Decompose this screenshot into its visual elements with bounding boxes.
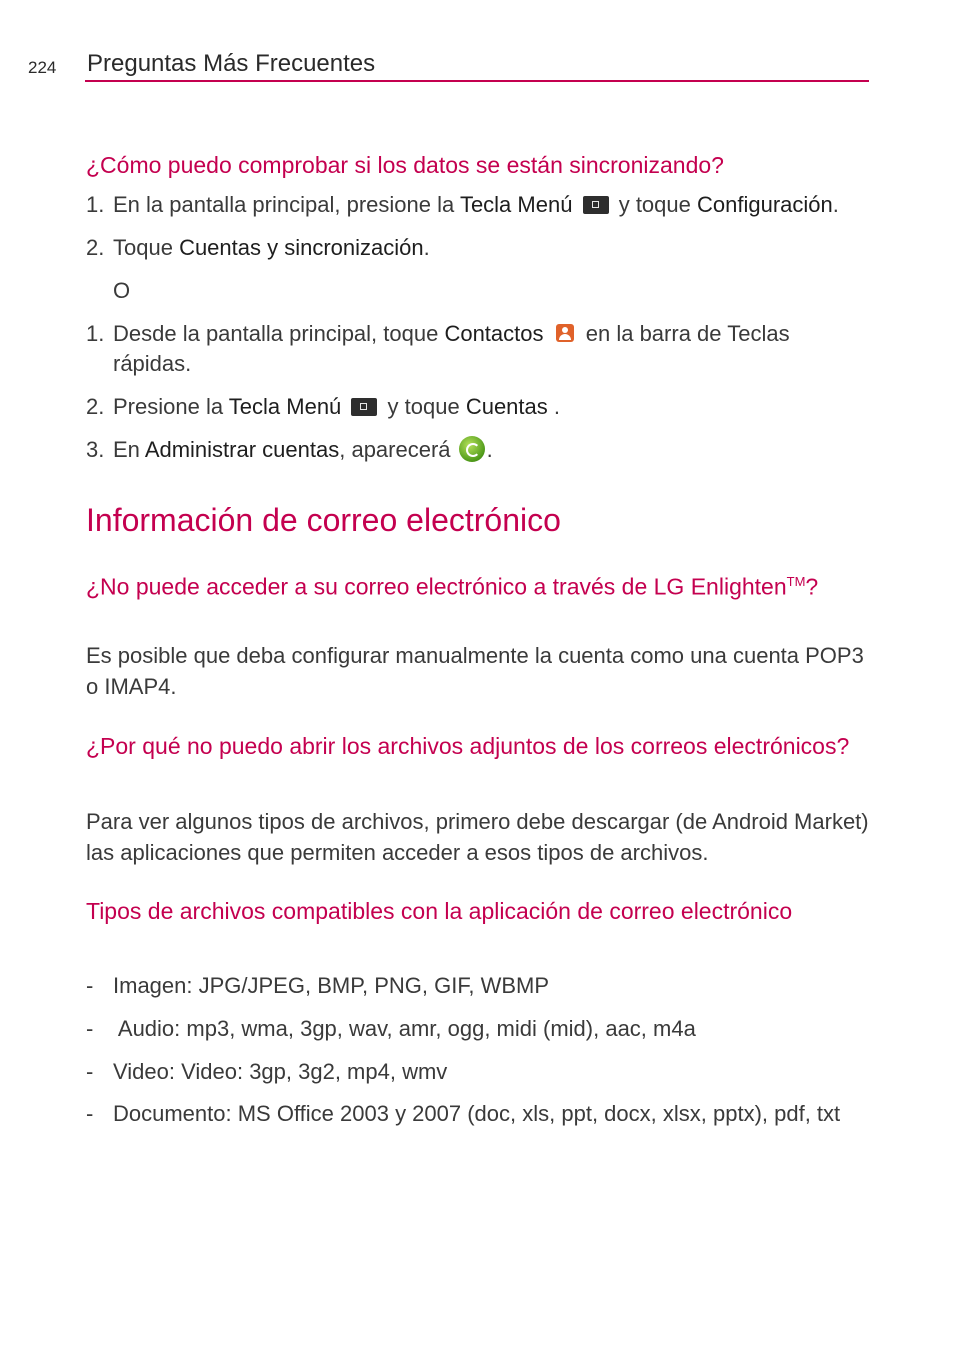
step-number: 2. <box>86 235 105 260</box>
file-type-document: Documento: MS Office 2003 y 2007 (doc, xls, ppt, docx, xlsx, pptx), pdf, txt <box>113 1101 841 1126</box>
trademark-mark: TM <box>786 574 806 589</box>
accounts-label: Cuentas <box>465 394 548 419</box>
file-type-image: Imagen: JPG/JPEG, BMP, PNG, GIF, WBMP <box>113 973 550 998</box>
step-text: En la pantalla principal, presione la <box>113 192 460 217</box>
menu-key-icon <box>583 196 609 214</box>
bullet: - <box>86 973 94 998</box>
menu-key-label: Tecla Menú <box>459 192 573 217</box>
email-q3-title: Tipos de archivos compatibles con la aplicación de correo electrónico <box>86 898 793 924</box>
email-section-title: Información de correo electrónico <box>86 502 561 538</box>
step-number: 1. <box>86 321 105 346</box>
menu-key-label: Tecla Menú <box>228 394 342 419</box>
bullet: - <box>86 1101 94 1126</box>
step-text: y toque <box>618 192 697 217</box>
punctuation: . <box>832 192 839 217</box>
file-type-audio: Audio: mp3, wma, 3gp, wav, amr, ogg, midi (mid), aac, m4a <box>113 1016 696 1041</box>
question-mark: ? <box>805 573 819 600</box>
email-q1-text: ¿No puede acceder a su correo electrónico a través de LG Enlighten <box>86 573 787 600</box>
menu-key-icon <box>351 398 377 416</box>
punctuation: . <box>547 394 561 419</box>
accounts-sync-label: Cuentas y sincronización <box>179 235 424 260</box>
step-text: en la barra de Teclas rápidas. <box>113 321 790 376</box>
settings-label: Configuración <box>696 192 833 217</box>
email-q2-title: ¿Por qué no puedo abrir los archivos adjuntos de los correos electrónicos? <box>86 733 850 759</box>
or-text: O <box>113 278 131 303</box>
step-number: 3. <box>86 437 105 462</box>
header-rule <box>85 80 869 82</box>
contacts-label: Contactos <box>444 321 544 346</box>
email-q1-title <box>86 564 876 605</box>
punctuation: . <box>486 437 493 462</box>
step-number: 2. <box>86 394 105 419</box>
step-number: 1. <box>86 192 105 217</box>
section-title: Preguntas Más Frecuentes <box>87 50 376 77</box>
bullet: - <box>86 1059 94 1084</box>
step-text: y toque <box>387 394 466 419</box>
page-number: 224 <box>28 58 57 77</box>
contacts-icon <box>556 324 574 342</box>
manage-accounts-label: Administrar cuentas <box>144 437 340 462</box>
step-text: Toque <box>113 235 180 260</box>
step-text: En <box>113 437 145 462</box>
bullet: - <box>86 1016 94 1041</box>
email-q2-answer: Para ver algunos tipos de archivos, primero debe descargar (de Android Market) las aplicaciones que permiten acceder a esos tipos de archivos. <box>86 809 869 865</box>
sync-question-title: ¿Cómo puedo comprobar si los datos se están sincronizando? <box>86 152 724 178</box>
step-text: , aparecerá <box>339 437 451 462</box>
email-q1-answer: Es posible que deba configurar manualmente la cuenta como una cuenta POP3 o IMAP4. <box>86 643 864 699</box>
step-text: Desde la pantalla principal, toque <box>113 321 445 346</box>
file-type-video: Video: Video: 3gp, 3g2, mp4, wmv <box>113 1059 448 1084</box>
punctuation: . <box>423 235 430 260</box>
page-header <box>0 48 954 88</box>
step-text: Presione la <box>113 394 229 419</box>
sync-icon <box>459 436 485 462</box>
